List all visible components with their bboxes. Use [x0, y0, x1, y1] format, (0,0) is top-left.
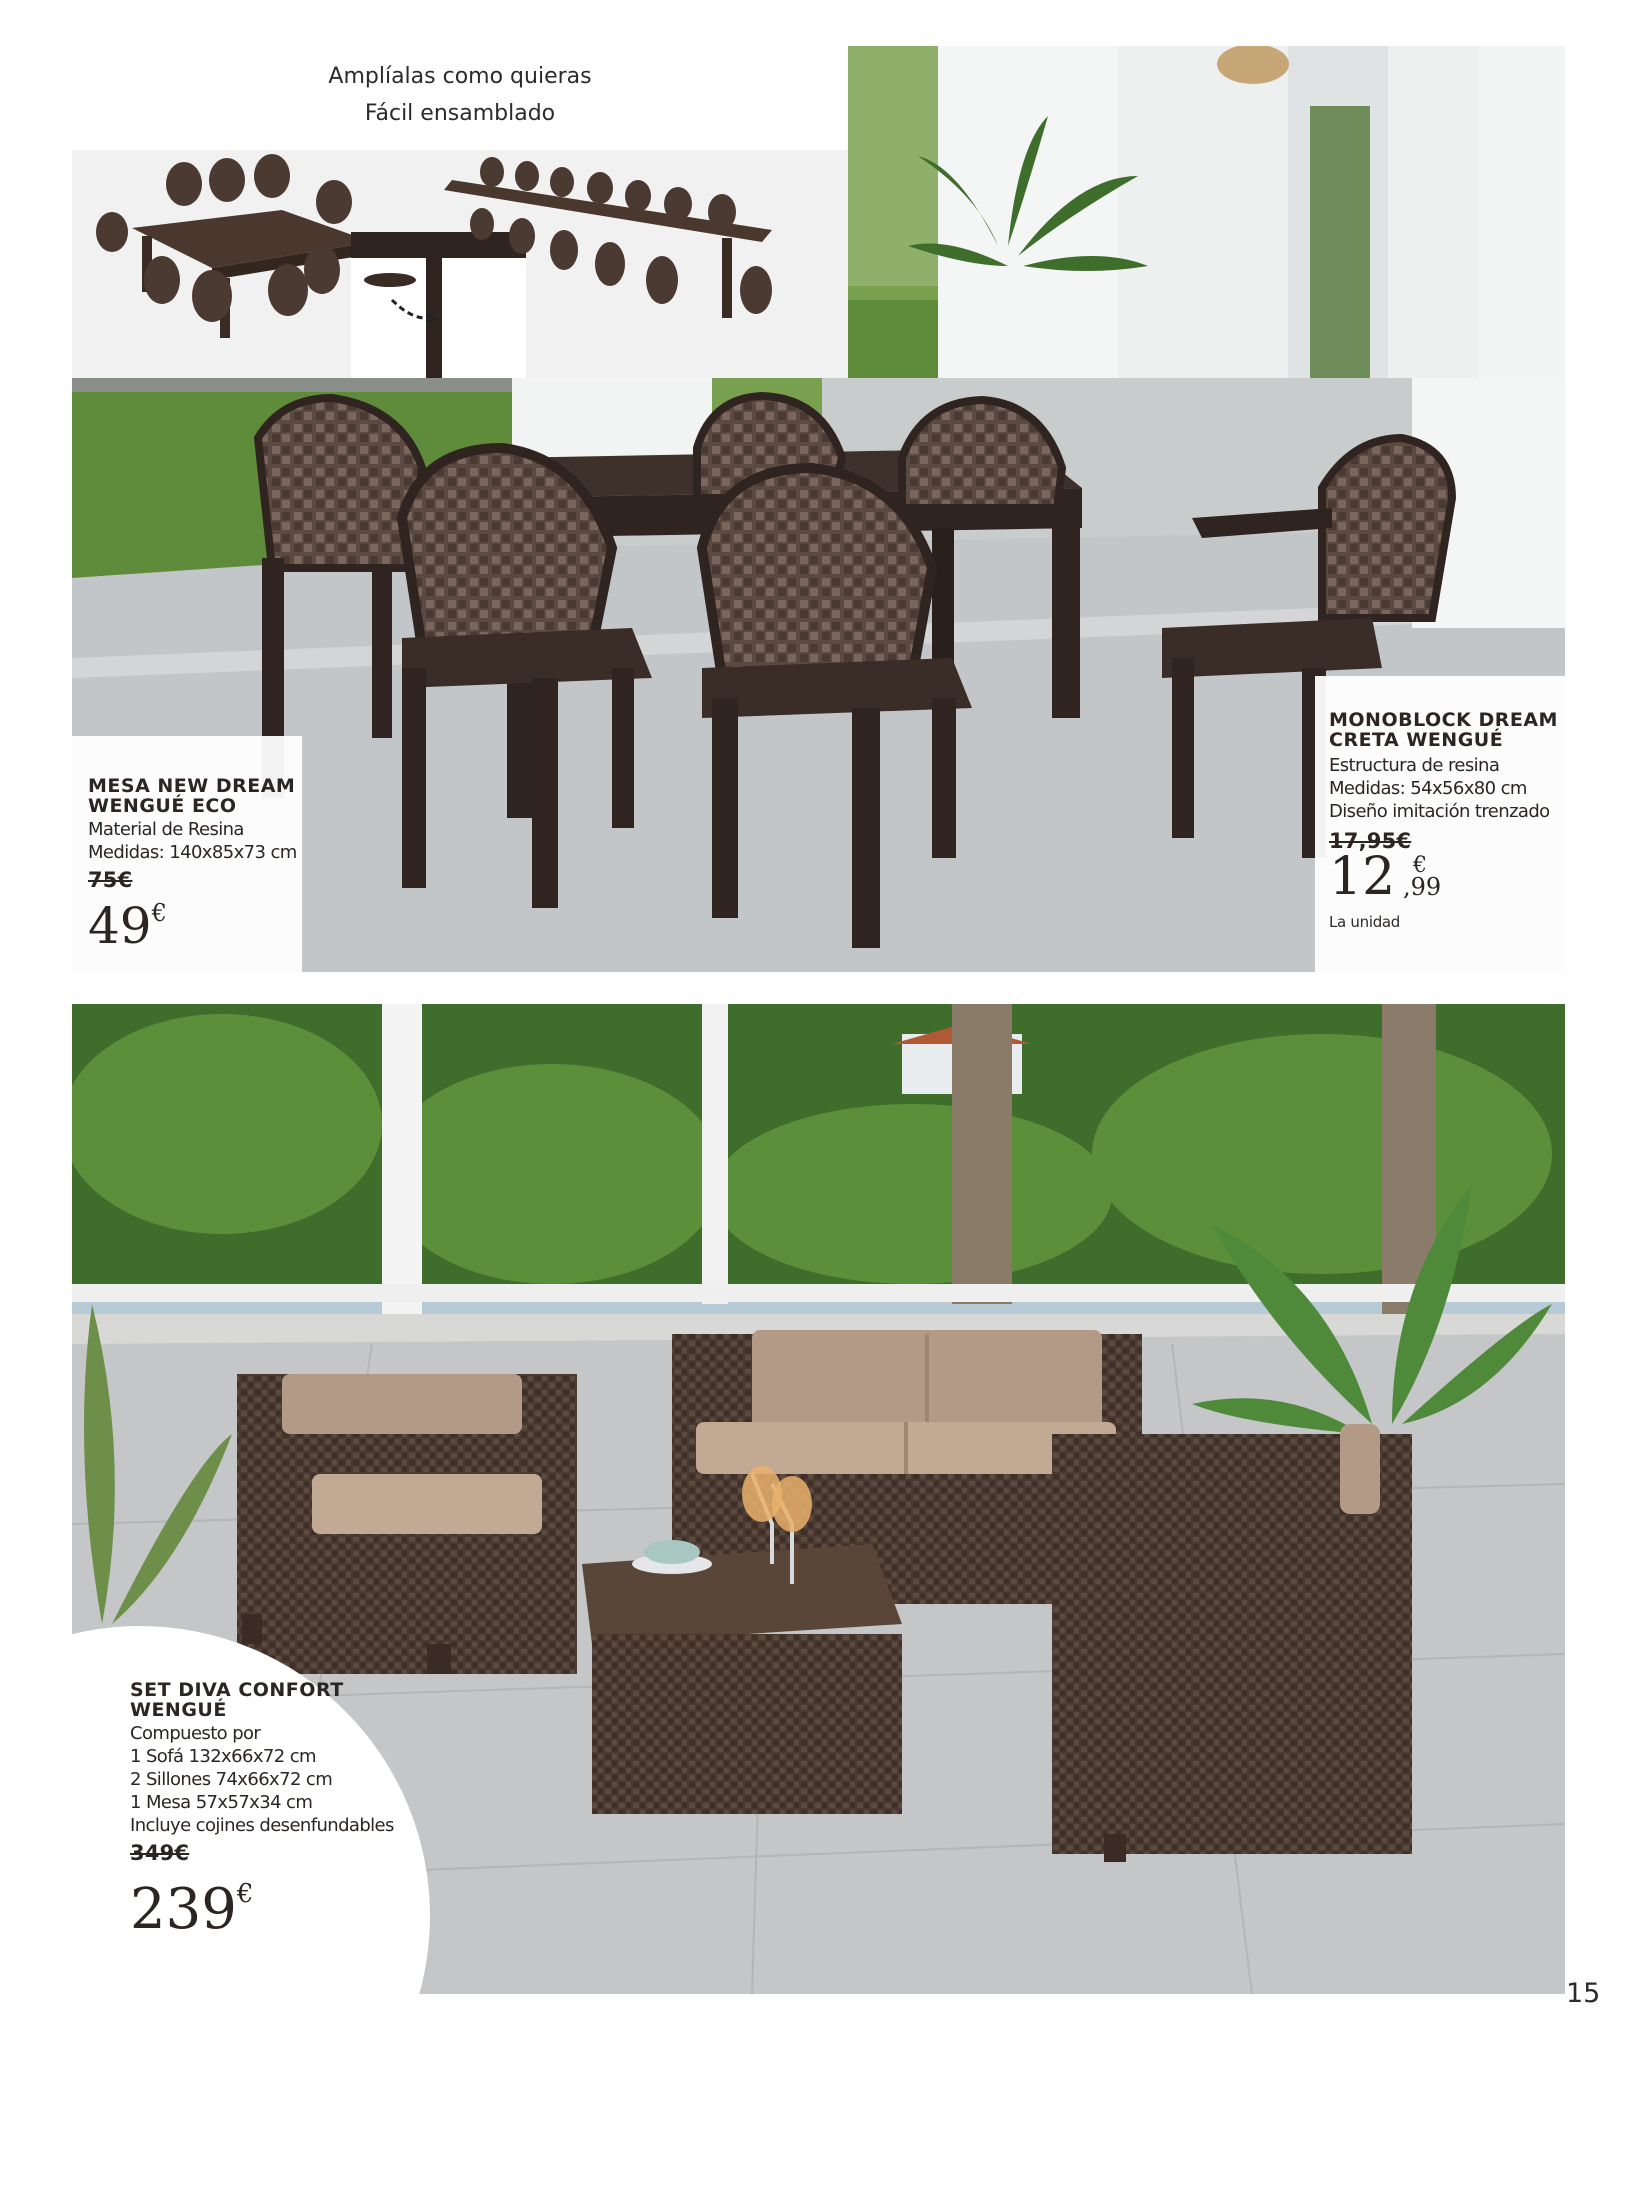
diva-price-currency: €: [236, 1879, 254, 1909]
monoblock-price-int: 12: [1329, 847, 1396, 907]
monoblock-old-price: 17,95€: [1329, 829, 1412, 853]
armchair-left-image: [237, 1374, 577, 1674]
assembly-caption-line2: Fácil ensamblado: [364, 101, 556, 126]
diva-price-panel: [130, 1680, 430, 1952]
monoblock-dimensions: Medidas: 54x56x80 cm: [1329, 778, 1527, 799]
assembly-caption: [300, 58, 620, 132]
diva-old-price: 349€: [130, 1841, 190, 1865]
diva-sofa-dimensions: 1 Sofá 132x66x72 cm: [130, 1746, 316, 1767]
monoblock-new-price: [1329, 847, 1558, 907]
assembly-caption-line1: Amplíalas como quieras: [328, 64, 592, 89]
mesa-price-amount: 49: [88, 897, 152, 955]
page-number: 15: [1566, 1978, 1601, 2009]
monoblock-title-line2: CRETA WENGUÉ: [1329, 729, 1504, 751]
diva-new-price: [130, 1865, 430, 1952]
monoblock-unit-note: La unidad: [1329, 913, 1401, 931]
mesa-price-currency: €: [151, 899, 167, 927]
diva-title-line2: WENGUÉ: [130, 1699, 227, 1721]
monoblock-structure: Estructura de resina: [1329, 755, 1500, 776]
joint-detail-image: [351, 232, 526, 378]
mesa-dimensions: Medidas: 140x85x73 cm: [88, 842, 297, 863]
monoblock-design: Diseño imitación trenzado: [1329, 801, 1550, 822]
monoblock-price-decimals: ,99: [1403, 873, 1442, 901]
monoblock-price-panel: [1315, 676, 1565, 972]
monoblock-title-line1: MONOBLOCK DREAM: [1329, 709, 1558, 731]
diva-title-line1: SET DIVA CONFORT: [130, 1679, 344, 1701]
extension-illustration-graphic: [72, 150, 848, 378]
diva-table-dimensions: 1 Mesa 57x57x34 cm: [130, 1792, 313, 1813]
extension-illustration: [72, 150, 848, 378]
armchair-right-image: [1052, 1424, 1412, 1862]
diva-armchairs-dimensions: 2 Sillones 74x66x72 cm: [130, 1769, 333, 1790]
patio-background-image: [848, 46, 1565, 378]
patio-background-graphic: [848, 46, 1565, 378]
monoblock-price-currency: €: [1413, 853, 1427, 878]
mesa-title-line1: MESA NEW DREAM: [88, 775, 296, 797]
diva-composition: Compuesto por: [130, 1723, 261, 1744]
diva-price-amount: 239: [130, 1877, 237, 1942]
mesa-material: Material de Resina: [88, 819, 244, 840]
diva-cushions-note: Incluye cojines desenfundables: [130, 1815, 394, 1836]
mesa-old-price: 75€: [88, 868, 133, 892]
mesa-new-price: [88, 888, 297, 963]
mesa-title-line2: WENGUÉ ECO: [88, 795, 237, 817]
mesa-price-panel: [72, 736, 302, 972]
